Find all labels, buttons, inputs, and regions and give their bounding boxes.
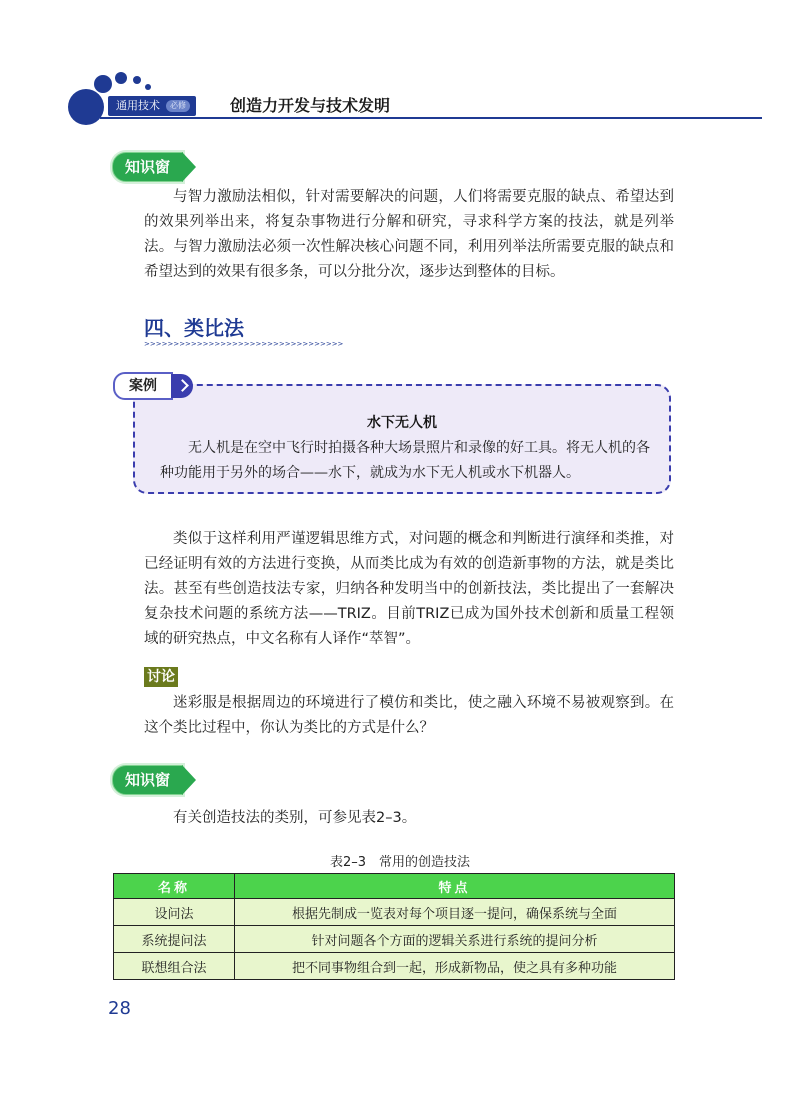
table-cell-name: 设问法 xyxy=(114,899,235,926)
case-tag xyxy=(113,372,193,400)
book-label-text: 通用技术 xyxy=(116,99,160,112)
table-header-feature: 特点 xyxy=(235,874,675,899)
chevron-right-icon xyxy=(182,152,196,182)
knowledge-window-label: 知识窗 xyxy=(112,152,183,182)
creative-techniques-table xyxy=(113,873,675,980)
header-rule xyxy=(100,117,762,119)
case-tag-label: 案例 xyxy=(113,372,173,400)
chevron-right-icon xyxy=(171,374,193,398)
page-number: 28 xyxy=(108,998,131,1019)
table-cell-feature: 根据先制成一览表对每个项目逐一提问，确保系统与全面 xyxy=(235,899,675,926)
section-title: 四、类比法 xyxy=(144,316,244,340)
knowledge-window-tag-2 xyxy=(112,765,196,795)
case-text: 无人机是在空中飞行时拍摄各种大场景照片和录像的好工具。将无人机的各种功能用于另外的场合——水下，就成为水下无人机或水下机器人。 xyxy=(160,440,650,481)
table-cell-feature: 针对问题各个方面的逻辑关系进行系统的提问分析 xyxy=(235,926,675,953)
case-title: 水下无人机 xyxy=(367,415,437,431)
table-cell-name: 系统提问法 xyxy=(114,926,235,953)
table-header-row xyxy=(114,874,675,899)
knowledge-window-tag xyxy=(112,152,196,182)
table-row xyxy=(114,899,675,926)
table-caption: 表2–3 常用的创造技法 xyxy=(329,855,471,870)
knowledge-window-text-2: 有关创造技法的类别，可参见表2–3。 xyxy=(173,810,417,826)
knowledge-window-label-2: 知识窗 xyxy=(112,765,183,795)
table-header-name: 名称 xyxy=(114,874,235,899)
table-row xyxy=(114,926,675,953)
table-cell-name: 联想组合法 xyxy=(114,953,235,980)
book-label xyxy=(108,96,196,116)
section-title-underline: >>>>>>>>>>>>>>>>>>>>>>>>>>>>>>>>>> xyxy=(144,340,344,348)
table-cell-feature: 把不同事物组合到一起，形成新物品，使之具有多种功能 xyxy=(235,953,675,980)
knowledge-window-text: 与智力激励法相似，针对需要解决的问题，人们将需要克服的缺点、希望达到的效果列举出来，将复杂事物进行分解和研究，寻求科学方案的技法，就是列举法。与智力激励法必须一次性解决核心问题不同，利用列举法所需要克服的缺点和希望达到的效果有很多条，可以分批分次，逐步达到整体的目标。 xyxy=(144,189,674,280)
case-text-block xyxy=(160,436,650,486)
discussion-text: 迷彩服是根据周边的环境进行了模仿和类比，使之融入环境不易被观察到。在这个类比过程中，你认为类比的方式是什么？ xyxy=(144,695,674,736)
chevron-right-icon xyxy=(182,765,196,795)
chapter-title: 创造力开发与技术发明 xyxy=(230,96,391,115)
table-row xyxy=(114,953,675,980)
discussion-tag: 讨论 xyxy=(144,667,178,687)
main-paragraph: 类似于这样利用严谨逻辑思维方式，对问题的概念和判断进行演绎和类推，对已经证明有效的方法进行变换，从而类比成为有效的创造新事物的方法，就是类比法。甚至有些创造技法专家，归纳各种发明当中的创新技法，类比提出了一套解决复杂技术问题的系统方法——TRIZ。目前TRIZ已成为国外技术创新和质量工程领域的研究热点，中文名称有人译作“萃智”。 xyxy=(144,531,674,647)
book-label-sub: 必修 xyxy=(166,100,190,112)
